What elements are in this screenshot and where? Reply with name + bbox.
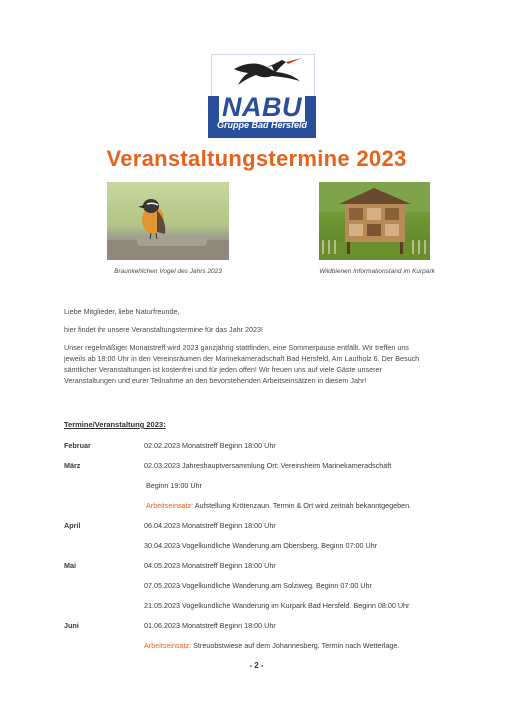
- intro-paragraph-line-4: Veranstaltungen und eurer Teilnahme an den bevorstehenden Arbeitseinsätzen in diesem Jahr!: [64, 376, 367, 385]
- logo-sky: [211, 54, 315, 97]
- page-number: - 2 -: [249, 661, 264, 670]
- greeting: Liebe Mitglieder, liebe Naturfreunde,: [64, 307, 180, 316]
- event-row: 06.04.2023 Monatstreff Beginn 18:00 Uhr: [144, 521, 276, 530]
- insect-hotel-photo: [319, 182, 430, 260]
- event-row: 21.05.2023 Vogelkundliche Wanderung im Kurpark Bad Hersfeld. Beginn 08:00 Uhr: [144, 601, 410, 610]
- photo-caption-insect-hotel: Wildbienen Informationstand im Kurpark: [319, 268, 435, 275]
- stork-icon: [212, 55, 314, 97]
- logo-wordmark: NABU: [208, 92, 316, 123]
- intro-paragraph-line-3: sämtlicher Veranstaltungen ist kostenfrei und für jeden offen! Wir freuen uns auf viele Gäste unserer: [64, 365, 382, 374]
- work-event-row: [146, 501, 411, 510]
- schedule-heading: Termine/Veranstaltung 2023:: [64, 420, 166, 429]
- month-mai: Mai: [64, 561, 76, 570]
- intro-line: hier findet ihr unsere Veranstaltungstermine für das Jahr 2023!: [64, 325, 263, 334]
- event-row: 02.03.2023 Jahreshauptversammlung Ort: Vereinsheim Marinekameradschaft: [144, 461, 392, 470]
- logo-subtitle: Gruppe Bad Hersfeld: [216, 120, 308, 130]
- work-event-row: [144, 641, 399, 650]
- month-februar: Februar: [64, 441, 91, 450]
- event-row: 02.02.2023 Monatstreff Beginn 18:00 Uhr: [144, 441, 276, 450]
- work-event-text: Streuobstwiese auf dem Johannesberg. Termin nach Wetterlage.: [191, 641, 400, 650]
- work-event-label: Arbeitseinsatz:: [144, 641, 192, 650]
- intro-paragraph-line-2: jeweils ab 18:00 Uhr in den Vereinsräumen der Marinekameradschaft Bad Hersfeld, Am Laufholz 6. Der Besuch: [64, 354, 420, 363]
- month-juni: Juni: [64, 621, 79, 630]
- page-title: Veranstaltungstermine 2023: [106, 146, 407, 171]
- month-april: April: [64, 521, 81, 530]
- month-maerz: März: [64, 461, 81, 470]
- bird-photo: [107, 182, 229, 260]
- event-row: 04.05.2023 Monatstreff Beginn 18:00 Uhr: [144, 561, 276, 570]
- event-row: 07.05.2023 Vogelkundliche Wanderung am Solziweg. Beginn 07:00 Uhr: [144, 581, 372, 590]
- photo-caption-bird: Braunkehlchen Vogel des Jahrs 2023: [114, 268, 222, 275]
- intro-paragraph-line-1: Unser regelmäßiger Monatstreff wird 2023 ganzjährig stattfinden, eine Sommerpause entfällt. Wir treffen uns: [64, 343, 409, 352]
- work-event-label: Arbeitseinsatz:: [146, 501, 194, 510]
- event-row: 01.06.2023 Monatstreff Beginn 18:00 Uhr: [144, 621, 276, 630]
- nabu-logo: [208, 54, 316, 138]
- event-row: Beginn 19:00 Uhr: [146, 481, 202, 490]
- event-row: 30.04.2023 Vogelkundliche Wanderung am Obersberg. Beginn 07:00 Uhr: [144, 541, 378, 550]
- work-event-text: Aufstellung Krötenzaun. Termin & Ort wird zeitnah bekanntgegeben.: [193, 501, 412, 510]
